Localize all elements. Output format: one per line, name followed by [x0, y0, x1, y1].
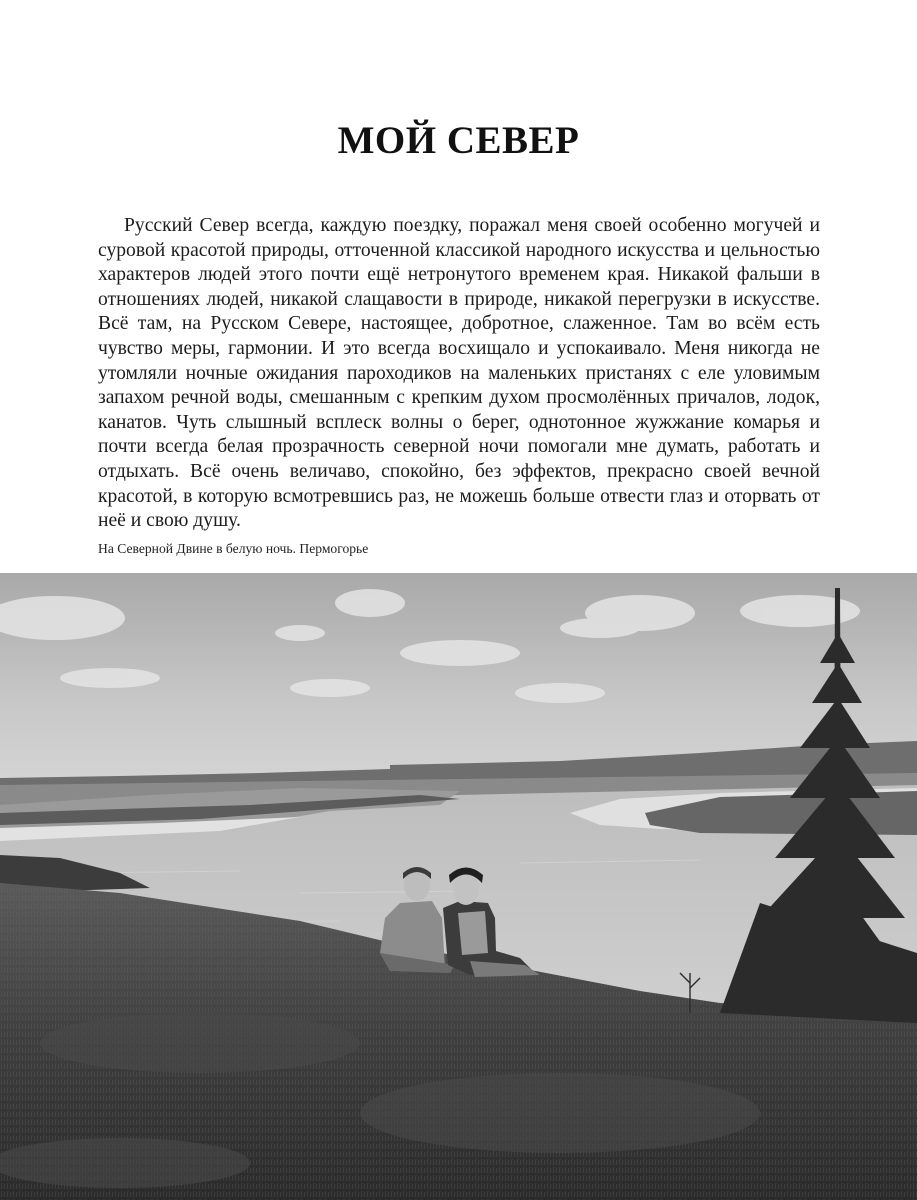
photo-caption: На Северной Двине в белую ночь. Пермогорье: [98, 541, 369, 556]
body-paragraph: Русский Север всегда, каждую поездку, поражал меня своей особенно могучей и суровой красотой природы, отточенной классикой народного искусства и цельностью характеров людей этого почти ещё нетронутого временем края. Никакой фальши в отношениях людей, никакой слащавости в природе, никакой перегрузки в искусстве. Всё там, на Русском Севере, настоящее, добротное, слаженное. Там во всём есть чувство меры, гармонии. И это всегда восхищало и успокаивало. Меня никогда не утомляли ночные ожидания пароходиков на маленьких пристанях с еле уловимым запахом речной воды, смешанным с крепким духом просмолённых причалов, лодок, канатов. Чуть слышный всплеск волны о берег, однотонное жужжание комарья и почти всегда белая прозрачность северной ночи помогали мне думать, работать и отдыхать. Всё очень величаво, спокойно, без эффектов, прекрасно своей вечной красотой, в которую всмотревшись раз, не можешь больше отвести глаз и оторвать от неё и свою душу.: [98, 215, 820, 532]
river-photograph: [0, 573, 917, 1200]
page-title: МОЙ СЕВЕР: [337, 119, 580, 162]
